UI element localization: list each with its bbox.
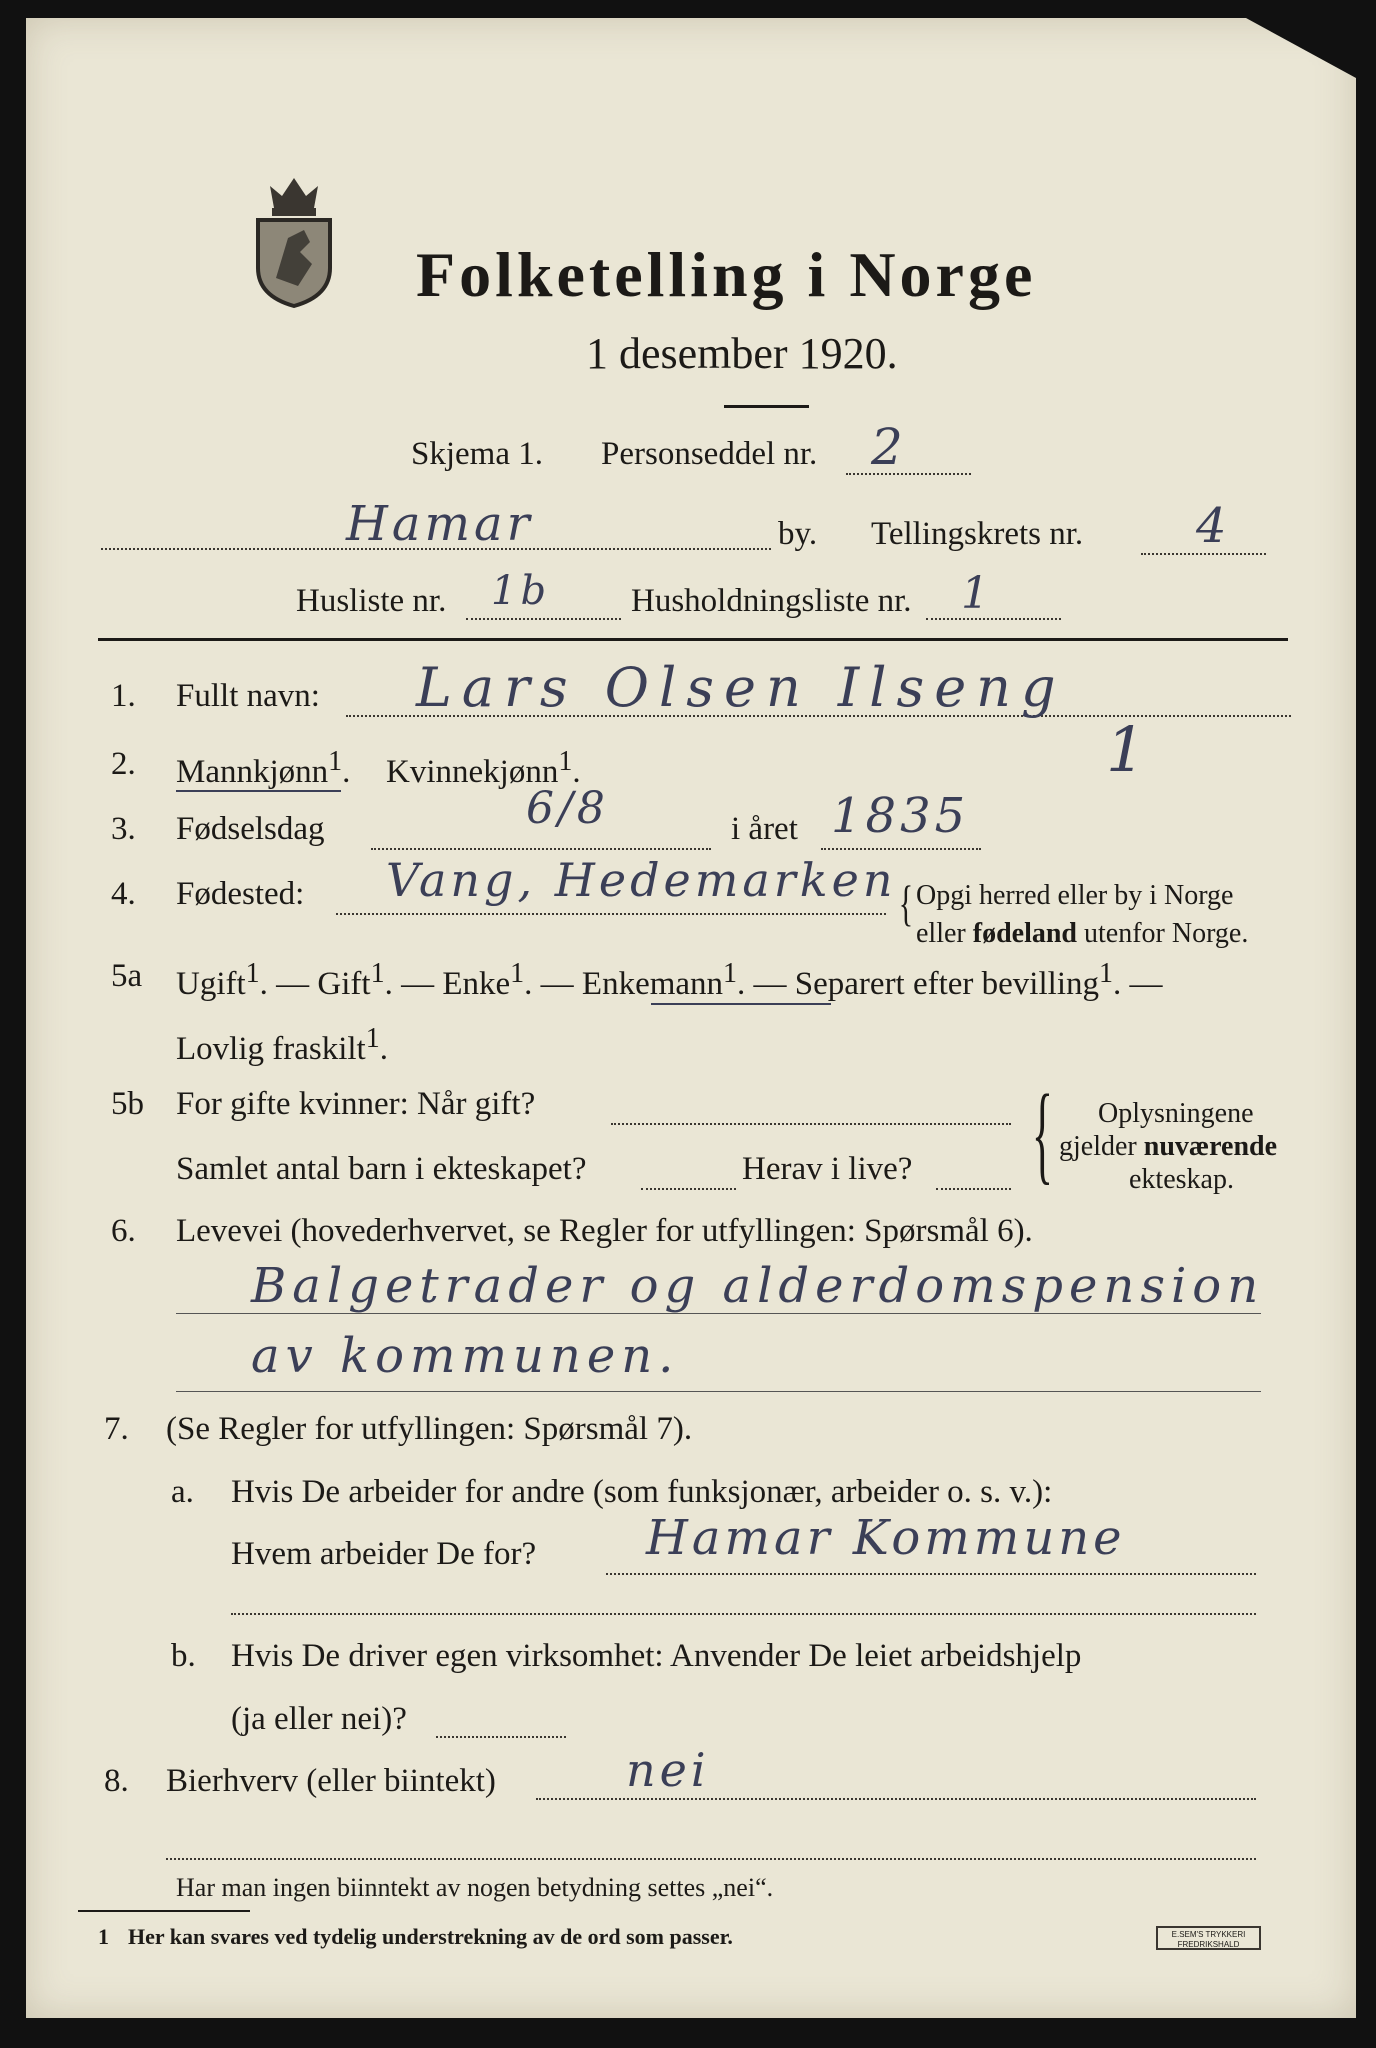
q7a-text: Hvis De arbeider for andre (som funksjonær, arbeider o. s. v.): bbox=[231, 1474, 1053, 1510]
q5a-number: 5a bbox=[111, 958, 143, 994]
form-title: Folketelling i Norge bbox=[416, 239, 1037, 310]
birthplace-note-1: Opgi herred eller by i Norge bbox=[916, 880, 1234, 911]
full-name-label: Fullt navn: bbox=[176, 678, 320, 714]
q2-number: 2. bbox=[111, 746, 136, 782]
children-alive-label: Herav i live? bbox=[742, 1151, 913, 1187]
birthday-value[interactable]: 6/8 bbox=[526, 783, 609, 834]
female-option[interactable]: Kvinnekjønn$^1$. bbox=[386, 746, 581, 790]
occupation-value-line-2[interactable]: av kommunen. bbox=[251, 1328, 680, 1384]
side-income-value[interactable]: nei bbox=[626, 1743, 710, 1797]
side-income-label: Bierhverv (eller biintekt) bbox=[166, 1763, 496, 1799]
personseddel-label: Personseddel nr. bbox=[601, 436, 818, 472]
occupation-value-line-1[interactable]: Balgetrader og alderdomspension bbox=[251, 1258, 1265, 1314]
male-option[interactable]: Mannkjønn$^1$. bbox=[176, 746, 351, 790]
census-form-sheet bbox=[26, 18, 1356, 2018]
birthplace-label: Fødested: bbox=[176, 876, 305, 912]
male-underline bbox=[176, 790, 341, 792]
marriage-note-3: ekteskap. bbox=[1129, 1164, 1234, 1195]
title-divider bbox=[724, 405, 809, 408]
skjema-label: Skjema 1. bbox=[411, 436, 543, 472]
enkemann-option: Enkemann bbox=[581, 966, 724, 1002]
personseddel-number[interactable]: 2 bbox=[871, 418, 907, 476]
tellingskrets-number[interactable]: 4 bbox=[1196, 498, 1231, 554]
children-count-label: Samlet antal barn i ekteskapet? bbox=[176, 1151, 587, 1187]
husholdningsliste-label: Husholdningsliste nr. bbox=[631, 583, 912, 619]
birthplace-brace: { bbox=[898, 875, 914, 931]
enkemann-underline bbox=[651, 1003, 831, 1005]
q6-number: 6. bbox=[111, 1213, 136, 1249]
sex-check-mark: 1 bbox=[1106, 713, 1150, 786]
marriage-note-2: gjelder nuværende bbox=[1059, 1131, 1278, 1162]
birthplace-value[interactable]: Vang, Hedemarken bbox=[386, 853, 897, 907]
side-income-note: Har man ingen biinntekt av nogen betydning settes „nei“. bbox=[176, 1873, 774, 1902]
occupation-label: Levevei (hovederhvervet, se Regler for utfyllingen: Spørsmål 6). bbox=[176, 1213, 1033, 1249]
by-label: by. bbox=[778, 516, 818, 552]
footnote-rule bbox=[78, 1910, 250, 1912]
census-date: 1 desember 1920. bbox=[586, 329, 898, 378]
husholdningsliste-number[interactable]: 1 bbox=[961, 568, 993, 619]
city-value[interactable]: Hamar bbox=[346, 496, 534, 552]
husliste-label: Husliste nr. bbox=[296, 583, 447, 619]
printer-stamp: E.SEM'S TRYKKERI FREDRIKSHALD bbox=[1156, 1926, 1261, 1950]
hired-help-label: (ja eller nei)? bbox=[231, 1701, 407, 1737]
birth-year-value[interactable]: 1835 bbox=[831, 788, 970, 844]
tellingskrets-label: Tellingskrets nr. bbox=[871, 516, 1084, 552]
divorced-option[interactable]: Lovlig fraskilt$^1$. bbox=[176, 1023, 388, 1067]
birthplace-note-2: eller fødeland utenfor Norge. bbox=[916, 918, 1249, 949]
marital-status-options[interactable]: Ugift$^1$. — Gift$^1$. — Enke$^1$. — Enkemann$^1$. — Separert efter bevilling$^1$. — bbox=[176, 958, 1163, 1002]
norway-coat-of-arms-icon bbox=[252, 168, 336, 308]
q8-number: 8. bbox=[104, 1763, 129, 1799]
q1-number: 1. bbox=[111, 678, 136, 714]
section-divider bbox=[98, 638, 1288, 641]
q7-label: (Se Regler for utfyllingen: Spørsmål 7). bbox=[166, 1411, 693, 1447]
q5b-number: 5b bbox=[111, 1086, 144, 1122]
q7b-letter: b. bbox=[171, 1638, 196, 1674]
footnote-text: Her kan svares ved tydelig understrekning av de ord som passer. bbox=[128, 1924, 733, 1949]
birth-year-label: i året bbox=[731, 811, 798, 847]
full-name-value[interactable]: Lars Olsen Ilseng bbox=[416, 656, 1066, 719]
q3-number: 3. bbox=[111, 811, 136, 847]
q7b-text: Hvis De driver egen virksomhet: Anvender De leiet arbeidshjelp bbox=[231, 1638, 1082, 1674]
marriage-brace: { bbox=[1031, 1072, 1053, 1194]
husliste-number[interactable]: 1b bbox=[491, 568, 551, 614]
footnote-mark: 1 bbox=[98, 1924, 109, 1949]
q7a-letter: a. bbox=[171, 1474, 194, 1510]
employer-label: Hvem arbeider De for? bbox=[231, 1536, 537, 1572]
folded-corner bbox=[1246, 18, 1356, 78]
q7-number: 7. bbox=[104, 1411, 129, 1447]
marriage-note-1: Oplysningene bbox=[1098, 1098, 1254, 1129]
birthday-label: Fødselsdag bbox=[176, 811, 325, 847]
married-women-label: For gifte kvinner: Når gift? bbox=[176, 1086, 536, 1122]
employer-value[interactable]: Hamar Kommune bbox=[646, 1510, 1126, 1566]
q4-number: 4. bbox=[111, 876, 136, 912]
